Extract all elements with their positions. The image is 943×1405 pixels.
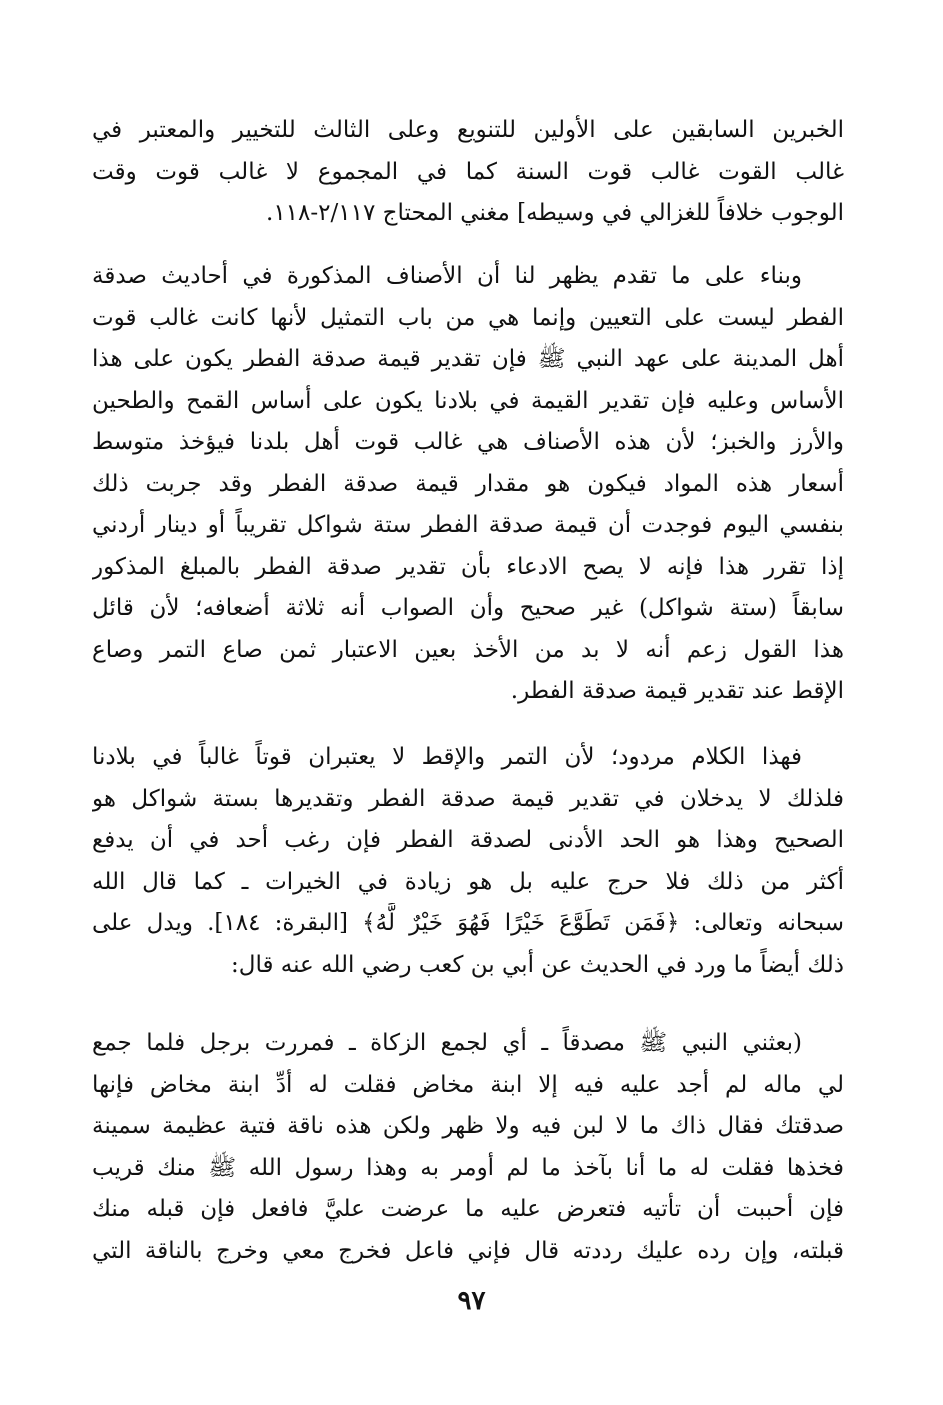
text-line: أهل المدينة على عهد النبي ﷺ فإن تقدير قيمة صدقة الفطر يكون على هذا (92, 346, 844, 372)
text-line: بنفسي اليوم فوجدت أن قيمة صدقة الفطر ستة شواكل تقريباً أو دينار أردني (92, 512, 844, 538)
text-line: فخذها فقلت له ما أنا بآخذ ما لم أومر به وهذا رسول الله ﷺ منك قريب (92, 1154, 844, 1181)
text-line: سابقاً (ستة شواكل) غير صحيح وأن الصواب أنه ثلاثة أضعافه؛ لأن قائل (92, 595, 844, 621)
text-line: أسعار هذه المواد فيكون هو مقدار قيمة صدقة الفطر وقد جربت ذلك (92, 470, 844, 497)
text-line: أكثر من ذلك فلا حرج عليه بل هو زيادة في الخيرات ـ كما قال الله (92, 868, 844, 895)
text-line: قبلته، وإن رده عليك رددته قال فإني فاعل فخرج معي وخرج بالناقة التي (92, 1237, 844, 1264)
text-line: فإن أحببت أن تأتيه فتعرض عليه ما عرضت عليَّ فافعل فإن قبله منك (92, 1196, 844, 1222)
text-line: الفطر ليست على التعيين وإنما هي من باب التمثيل لأنها كانت غالب قوت (92, 304, 844, 331)
text-line: (بعثني النبي ﷺ مصدقاً ـ أي لجمع الزكاة ـ فمررت برجل فلما جمع (92, 1030, 802, 1056)
text-line: إذا تقرر هذا فإنه لا يصح الادعاء بأن تقدير صدقة الفطر بالمبلغ المذكور (92, 553, 844, 580)
text-line: غالب القوت غالب قوت السنة كما في المجموع لا غالب قوت وقت (92, 158, 844, 185)
text-line: الأساس وعليه فإن تقدير القيمة في بلادنا يكون على أساس القمح والطحين (92, 387, 844, 414)
paragraph-hadith-quote (92, 1023, 844, 1272)
text-line: ذلك أيضاً ما ورد في الحديث عن أبي بن كعب رضي الله عنه قال: (230, 951, 844, 978)
text-line: لي ماله لم أجد عليه فيه إلا ابنة مخاض فقلت له أدِّ ابنة مخاض فإنها (92, 1071, 844, 1098)
text-line: هذا القول زعم أنه لا بد من الأخذ بعين الاعتبار ثمن صاع التمر وصاع (92, 636, 844, 663)
paragraph-qimat-sadaqat-al-fitr (92, 256, 844, 713)
text-line: وبناء على ما تقدم يظهر لنا أن الأصناف المذكورة في أحاديث صدقة (92, 263, 802, 289)
text-line: والأرز والخبز؛ لأن هذه الأصناف هي غالب قوت أهل بلدنا فيؤخذ متوسط (92, 429, 844, 455)
text-line: الصحيح وهذا هو الحد الأدنى لصدقة الفطر فإن رغب أحد في أن يدفع (92, 827, 844, 853)
text-line: الخبرين السابقين على الأولين للتنويع وعلى الثالث للتخيير والمعتبر في (92, 117, 844, 143)
text-line: سبحانه وتعالى: ﴿فَمَن تَطَوَّعَ خَيْرًا فَهُوَ خَيْرٌ لَّهُ﴾ [البقرة: ١٨٤]. ويدل على (92, 910, 844, 936)
text-line: فلذلك لا يدخلان في تقدير قيمة صدقة الفطر وتقديرها بستة شواكل هو (92, 785, 844, 812)
text-line: الوجوب خلافاً للغزالي في وسيطه] مغني المحتاج ٢/١١٧-١١٨. (266, 200, 844, 226)
text-line: الإقط عند تقدير قيمة صدقة الفطر. (510, 678, 844, 704)
text-line: فهذا الكلام مردود؛ لأن التمر والإقط لا يعتبران قوتاً غالباً في بلادنا (92, 744, 802, 770)
text-line: صدقتك فقال ذاك ما لا لبن فيه ولا ظهر ولكن هذه ناقة فتية عظيمة سمينة (92, 1113, 844, 1139)
paragraph-rebuttal (92, 737, 844, 986)
paragraph-footnote-continuation (92, 110, 844, 235)
page-number: ٩٧ (457, 1286, 486, 1316)
